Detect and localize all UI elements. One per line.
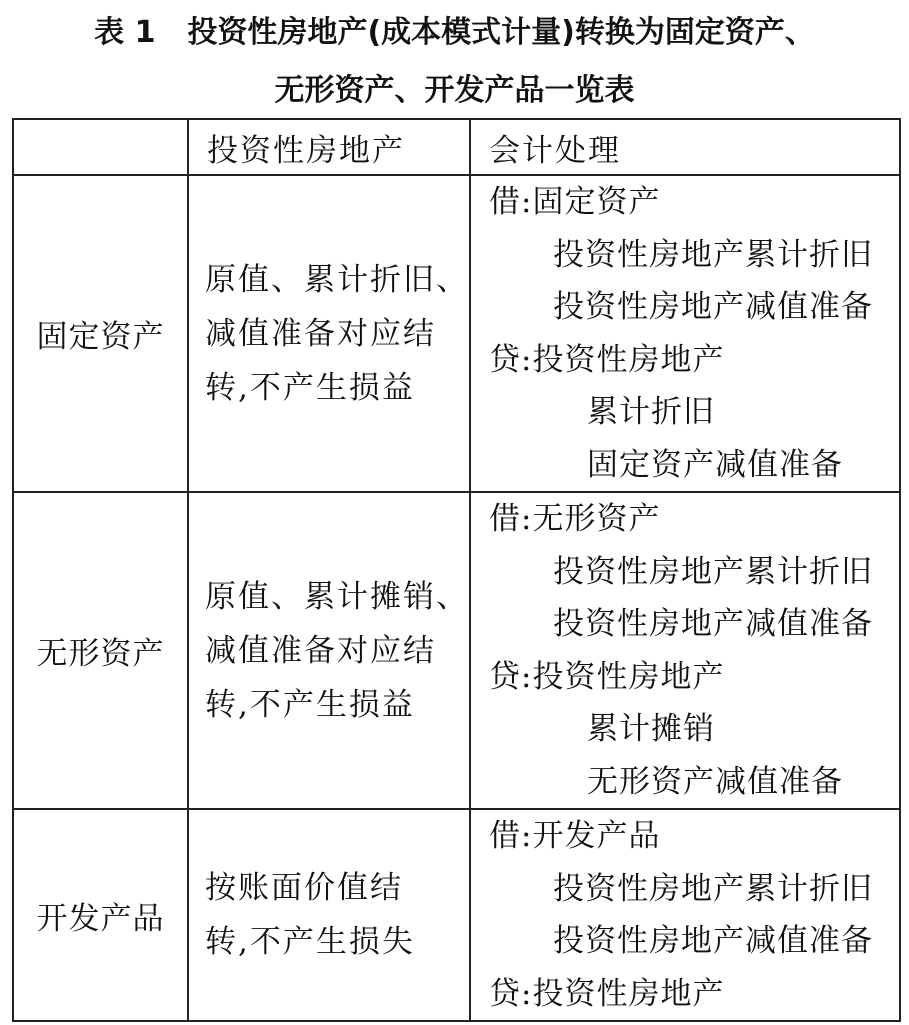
category-cell: 无形资产 [13, 492, 188, 809]
debit-subline: 投资性房地产减值准备 [553, 923, 873, 959]
description-line: 减值准备对应结 [205, 632, 436, 669]
header-cell-blank [13, 119, 188, 175]
credit-line: 贷:投资性房地产 [489, 975, 725, 1012]
header-cell-investment-property: 投资性房地产 [188, 119, 470, 175]
accounting-cell [470, 175, 900, 492]
debit-subline: 投资性房地产减值准备 [553, 289, 873, 325]
caption-title-part-1: 投资性房地产(成本模式计量)转换为固定资产、 [187, 15, 815, 50]
description-cell [188, 492, 470, 809]
table-row-intangible-assets [13, 492, 900, 809]
caption-line-1 [0, 4, 909, 62]
description-line: 转,不产生损益 [205, 686, 415, 723]
accounting-cell [470, 492, 900, 809]
header-cell-accounting-treatment: 会计处理 [470, 119, 900, 175]
debit-line: 借:无形资产 [489, 501, 661, 537]
category-cell: 开发产品 [13, 809, 188, 1021]
debit-subline: 投资性房地产减值准备 [553, 606, 873, 642]
debit-subline: 投资性房地产累计折旧 [553, 553, 873, 590]
category-cell: 固定资产 [13, 175, 188, 492]
description-line: 减值准备对应结 [205, 315, 436, 352]
debit-line: 借:固定资产 [489, 184, 661, 220]
header-row [13, 119, 900, 175]
credit-subline: 固定资产减值准备 [587, 446, 843, 483]
description-line: 原值、累计摊销、 [205, 578, 469, 615]
table-row-development-products [13, 809, 900, 1021]
table-caption [0, 0, 909, 120]
description-cell [188, 175, 470, 492]
description-line: 原值、累计折旧、 [205, 261, 469, 298]
debit-line: 借:开发产品 [489, 818, 661, 854]
credit-line: 贷:投资性房地产 [489, 658, 725, 695]
credit-subline: 累计摊销 [587, 711, 715, 747]
conversion-table [12, 118, 901, 1022]
caption-label: 表 1 [94, 15, 156, 50]
description-line: 转,不产生损失 [205, 924, 415, 960]
caption-line-2: 无形资产、开发产品一览表 [274, 73, 635, 108]
description-cell [188, 809, 470, 1021]
debit-subline: 投资性房地产累计折旧 [553, 236, 873, 273]
debit-subline: 投资性房地产累计折旧 [553, 870, 873, 907]
accounting-cell [470, 809, 900, 1021]
credit-line: 贷:投资性房地产 [489, 341, 725, 378]
table-row-fixed-assets [13, 175, 900, 492]
description-line: 按账面价值结 [205, 870, 403, 906]
credit-subline: 无形资产减值准备 [587, 763, 843, 800]
description-line: 转,不产生损益 [205, 369, 415, 406]
credit-subline: 累计折旧 [587, 394, 715, 430]
